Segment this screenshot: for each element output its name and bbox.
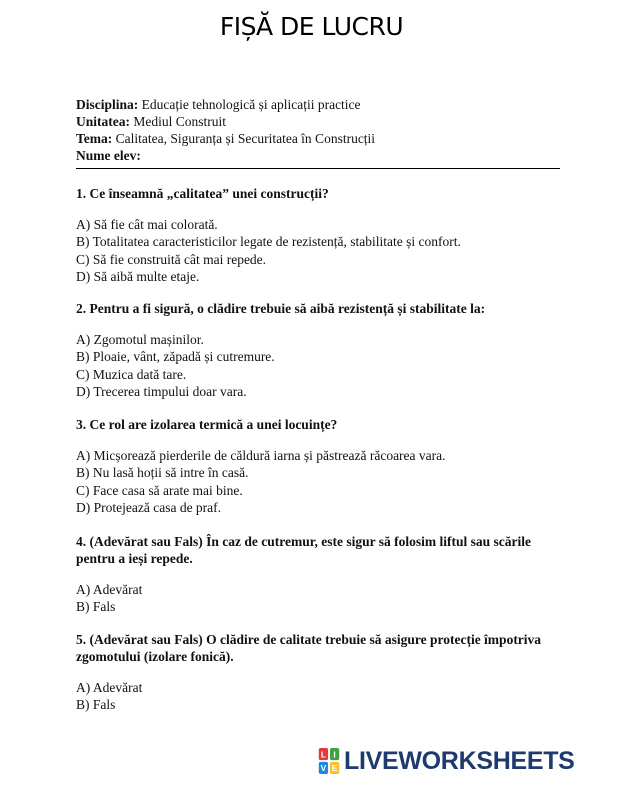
page-title: FIȘĂ DE LUCRU bbox=[219, 12, 404, 41]
answer-option[interactable]: C) Muzica dată tare. bbox=[76, 366, 187, 382]
question-3 bbox=[76, 416, 560, 516]
answer-option[interactable]: C) Să fie construită cât mai repede. bbox=[76, 251, 267, 267]
answer-option[interactable]: B) Fals bbox=[76, 697, 116, 713]
answer-option[interactable]: B) Nu lasă hoții să intre în casă. bbox=[76, 465, 249, 481]
answer-option[interactable]: A) Zgomotul mașinilor. bbox=[76, 332, 204, 347]
unit-value: Mediul Construit bbox=[133, 114, 227, 129]
answer-option[interactable]: A) Micșorează pierderile de căldură iarna și păstrează răcoarea vara. bbox=[76, 448, 446, 463]
answer-option[interactable]: B) Ploaie, vânt, zăpadă și cutremure. bbox=[76, 349, 275, 365]
answer-option[interactable]: D) Să aibă multe etaje. bbox=[76, 268, 200, 284]
discipline-value: Educație tehnologică și aplicații practice bbox=[141, 97, 361, 112]
answer-option[interactable]: A) Să fie cât mai colorată. bbox=[76, 217, 218, 232]
discipline-label: Disciplina: bbox=[76, 97, 139, 112]
theme-line bbox=[76, 130, 560, 147]
question-5 bbox=[76, 631, 560, 714]
discipline-line bbox=[76, 96, 560, 113]
answer-option[interactable]: C) Face casa să arate mai bine. bbox=[76, 482, 243, 498]
header-divider bbox=[76, 168, 560, 169]
student-name-line bbox=[76, 147, 560, 164]
question-1 bbox=[76, 185, 560, 285]
question-text: 2. Pentru a fi sigură, o clădire trebuie să aibă rezistență și stabilitate la: bbox=[76, 301, 486, 316]
question-text: 3. Ce rol are izolarea termică a unei locuințe? bbox=[76, 417, 338, 432]
unit-label: Unitatea: bbox=[76, 114, 130, 129]
worksheet-header bbox=[76, 96, 560, 164]
liveworksheets-logo bbox=[318, 746, 575, 776]
svg-text:V: V bbox=[320, 763, 327, 774]
theme-value: Calitatea, Siguranța și Securitatea în Construcții bbox=[115, 131, 376, 146]
svg-text:L: L bbox=[320, 749, 326, 760]
question-2 bbox=[76, 300, 560, 400]
question-text: 5. (Adevărat sau Fals) O clădire de calitate trebuie să asigure protecție împotriva zgomotului (izolare fonică). bbox=[76, 632, 542, 664]
student-name-label: Nume elev: bbox=[76, 148, 141, 163]
unit-line bbox=[76, 113, 560, 130]
question-4 bbox=[76, 533, 560, 616]
answer-option[interactable]: D) Protejează casa de praf. bbox=[76, 499, 222, 515]
answer-option[interactable]: D) Trecerea timpului doar vara. bbox=[76, 383, 247, 399]
svg-text:I: I bbox=[333, 749, 336, 760]
answer-option[interactable]: B) Totalitatea caracteristicilor legate de rezistență, stabilitate și confort. bbox=[76, 234, 461, 250]
answer-option[interactable]: B) Fals bbox=[76, 599, 116, 615]
liveworksheets-logo-text: LIVEWORKSHEETS bbox=[344, 746, 575, 775]
theme-label: Tema: bbox=[76, 131, 113, 146]
svg-text:E: E bbox=[331, 763, 338, 774]
question-text: 1. Ce înseamnă „calitatea” unei construcții? bbox=[76, 186, 329, 201]
answer-option[interactable]: A) Adevărat bbox=[76, 680, 143, 695]
answer-option[interactable]: A) Adevărat bbox=[76, 582, 143, 597]
question-text: 4. (Adevărat sau Fals) În caz de cutremur, este sigur să folosim liftul sau scările pentru a ieși repede. bbox=[76, 534, 531, 566]
liveworksheets-logo-icon bbox=[318, 748, 340, 774]
